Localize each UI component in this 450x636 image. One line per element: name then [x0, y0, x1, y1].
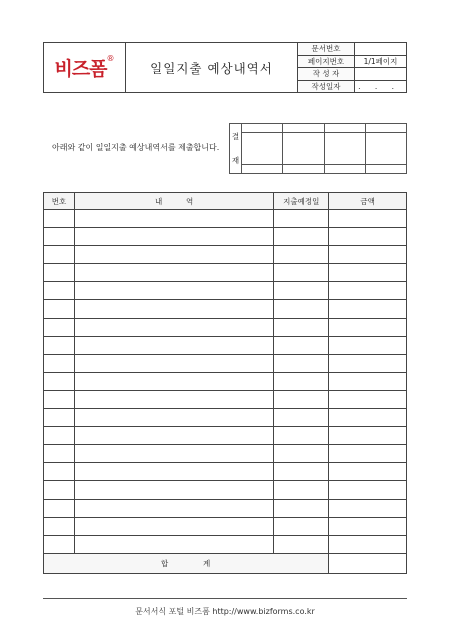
table-row — [44, 318, 407, 336]
cell-number[interactable] — [44, 336, 75, 354]
cell-amount[interactable] — [329, 282, 407, 300]
approval-label-top: 결 — [231, 131, 240, 141]
cell-description[interactable] — [74, 445, 273, 463]
cell-date[interactable] — [274, 372, 329, 390]
cell-date[interactable] — [274, 336, 329, 354]
cell-date[interactable] — [274, 535, 329, 553]
cell-description[interactable] — [74, 264, 273, 282]
cell-date[interactable] — [274, 517, 329, 535]
cell-number[interactable] — [44, 535, 75, 553]
footer-text: 문서서식 포털 비즈폼 http://www.bizforms.co.kr — [135, 607, 315, 616]
registered-mark: ® — [106, 54, 115, 63]
table-row — [44, 463, 407, 481]
table-row — [44, 300, 407, 318]
cell-description[interactable] — [74, 354, 273, 372]
expense-table — [43, 192, 407, 574]
cell-description[interactable] — [74, 318, 273, 336]
cell-date[interactable] — [274, 427, 329, 445]
cell-number[interactable] — [44, 318, 75, 336]
cell-date[interactable] — [274, 354, 329, 372]
meta-value-doc-number[interactable] — [355, 43, 407, 56]
table-row — [44, 481, 407, 499]
approval-date-cell[interactable] — [324, 164, 365, 173]
cell-description[interactable] — [74, 535, 273, 553]
cell-amount[interactable] — [329, 228, 407, 246]
table-row — [44, 264, 407, 282]
cell-date[interactable] — [274, 246, 329, 264]
approval-sign-cell[interactable] — [242, 133, 283, 165]
logo-text: 비즈폼 — [54, 58, 107, 80]
meta-value-page[interactable]: 1/1페이지 — [355, 55, 407, 68]
cell-amount[interactable] — [329, 336, 407, 354]
cell-description[interactable] — [74, 300, 273, 318]
brand-logo — [44, 43, 126, 93]
approval-sign-cell[interactable] — [324, 133, 365, 165]
cell-number[interactable] — [44, 481, 75, 499]
cell-description[interactable] — [74, 463, 273, 481]
table-row — [44, 390, 407, 408]
cell-description[interactable] — [74, 372, 273, 390]
cell-description[interactable] — [74, 246, 273, 264]
cell-description[interactable] — [74, 427, 273, 445]
intro-text: 아래와 같이 일일지출 예상내역서를 제출합니다. — [52, 143, 220, 152]
table-row — [44, 246, 407, 264]
cell-number[interactable] — [44, 228, 75, 246]
document-header — [43, 42, 407, 93]
cell-number[interactable] — [44, 210, 75, 228]
table-row — [44, 210, 407, 228]
cell-number[interactable] — [44, 246, 75, 264]
cell-amount[interactable] — [329, 354, 407, 372]
col-header-number: 번호 — [44, 193, 75, 210]
cell-date[interactable] — [274, 463, 329, 481]
cell-amount[interactable] — [329, 264, 407, 282]
table-row — [44, 535, 407, 553]
approval-box — [229, 123, 407, 174]
approval-label — [230, 124, 242, 174]
approval-title-cell[interactable] — [324, 124, 365, 133]
approval-sign-cell[interactable] — [283, 133, 324, 165]
meta-label-doc-number: 문서번호 — [298, 43, 355, 56]
col-header-description: 내 역 — [74, 193, 273, 210]
approval-date-cell[interactable] — [365, 164, 406, 173]
cell-description[interactable] — [74, 499, 273, 517]
cell-number[interactable] — [44, 499, 75, 517]
cell-amount[interactable] — [329, 318, 407, 336]
cell-description[interactable] — [74, 409, 273, 427]
cell-number[interactable] — [44, 445, 75, 463]
cell-description[interactable] — [74, 336, 273, 354]
cell-number[interactable] — [44, 409, 75, 427]
meta-value-date[interactable]: . . . — [355, 80, 407, 93]
meta-label-date: 작성일자 — [298, 80, 355, 93]
table-row — [44, 517, 407, 535]
approval-label-bottom: 재 — [231, 155, 240, 165]
cell-amount[interactable] — [329, 427, 407, 445]
cell-number[interactable] — [44, 372, 75, 390]
meta-value-author[interactable] — [355, 68, 407, 81]
cell-description[interactable] — [74, 228, 273, 246]
cell-amount[interactable] — [329, 481, 407, 499]
cell-number[interactable] — [44, 517, 75, 535]
cell-date[interactable] — [274, 228, 329, 246]
cell-amount[interactable] — [329, 445, 407, 463]
cell-description[interactable] — [74, 481, 273, 499]
cell-description[interactable] — [74, 517, 273, 535]
footer-divider — [43, 598, 407, 599]
cell-date[interactable] — [274, 300, 329, 318]
cell-number[interactable] — [44, 300, 75, 318]
table-row — [44, 409, 407, 427]
table-row — [44, 427, 407, 445]
document-title: 일일지출 예상내역서 — [126, 43, 298, 93]
total-amount[interactable] — [329, 553, 407, 573]
table-row — [44, 445, 407, 463]
cell-date[interactable] — [274, 445, 329, 463]
cell-number[interactable] — [44, 264, 75, 282]
cell-date[interactable] — [274, 318, 329, 336]
cell-number[interactable] — [44, 390, 75, 408]
cell-date[interactable] — [274, 282, 329, 300]
approval-title-cell[interactable] — [242, 124, 283, 133]
cell-date[interactable] — [274, 390, 329, 408]
cell-date[interactable] — [274, 481, 329, 499]
cell-amount[interactable] — [329, 463, 407, 481]
cell-amount[interactable] — [329, 372, 407, 390]
cell-amount[interactable] — [329, 300, 407, 318]
table-row — [44, 282, 407, 300]
col-header-date: 지출예정일 — [274, 193, 329, 210]
table-row — [44, 354, 407, 372]
cell-number[interactable] — [44, 354, 75, 372]
approval-date-cell[interactable] — [283, 164, 324, 173]
cell-description[interactable] — [74, 282, 273, 300]
cell-description[interactable] — [74, 390, 273, 408]
approval-title-cell[interactable] — [365, 124, 406, 133]
cell-number[interactable] — [44, 282, 75, 300]
meta-label-author: 작 성 자 — [298, 68, 355, 81]
cell-number[interactable] — [44, 463, 75, 481]
meta-label-page: 페이지번호 — [298, 55, 355, 68]
cell-amount[interactable] — [329, 210, 407, 228]
col-header-amount: 금액 — [329, 193, 407, 210]
cell-amount[interactable] — [329, 390, 407, 408]
cell-date[interactable] — [274, 409, 329, 427]
cell-amount[interactable] — [329, 535, 407, 553]
cell-date[interactable] — [274, 210, 329, 228]
table-header-row — [44, 193, 407, 210]
total-row — [44, 553, 407, 573]
table-row — [44, 336, 407, 354]
cell-amount[interactable] — [329, 409, 407, 427]
table-row — [44, 499, 407, 517]
cell-number[interactable] — [44, 427, 75, 445]
approval-title-cell[interactable] — [283, 124, 324, 133]
cell-description[interactable] — [74, 210, 273, 228]
approval-date-cell[interactable] — [242, 164, 283, 173]
cell-date[interactable] — [274, 264, 329, 282]
cell-amount[interactable] — [329, 246, 407, 264]
cell-amount[interactable] — [329, 517, 407, 535]
cell-amount[interactable] — [329, 499, 407, 517]
table-row — [44, 372, 407, 390]
cell-date[interactable] — [274, 499, 329, 517]
approval-sign-cell[interactable] — [365, 133, 406, 165]
table-row — [44, 228, 407, 246]
total-label: 합 계 — [44, 553, 329, 573]
